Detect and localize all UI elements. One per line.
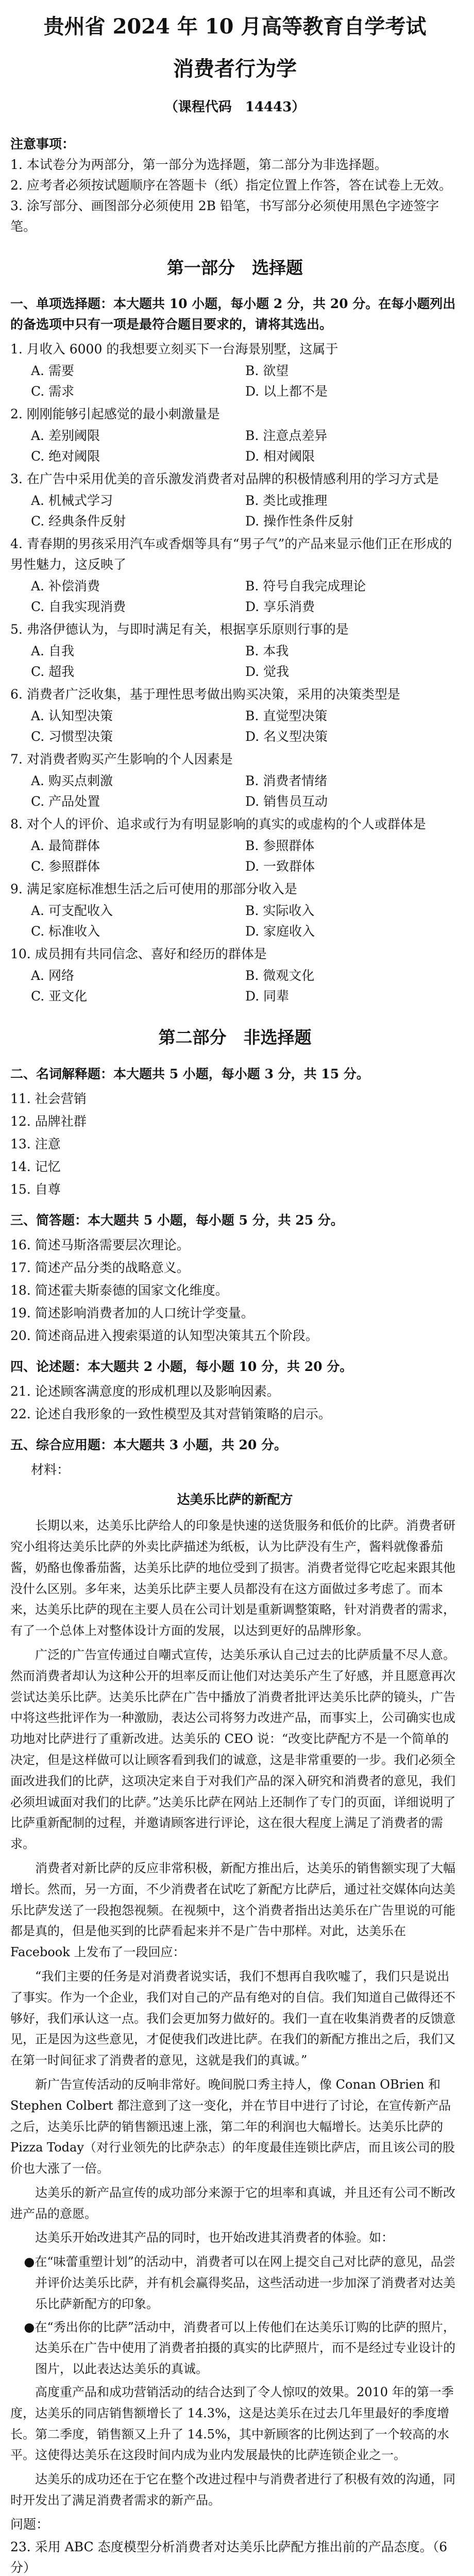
- article-title: 达美乐比萨的新配方: [177, 1492, 293, 1507]
- answer-option: C. 参照群体: [31, 859, 100, 874]
- answer-option: B. 实际收入: [245, 903, 315, 919]
- essay-item: 21. 论述顾客满意度的形成机理以及影响因素。: [10, 1384, 280, 1399]
- short-answer-item: 20. 简述商品进入搜索渠道的认知型决策其五个阶段。: [10, 1328, 318, 1344]
- answer-option: D. 觉我: [245, 664, 290, 680]
- question-stem: 5. 弗洛伊德认为，与即时满足有关，根据享乐原则行事的是: [10, 622, 349, 637]
- notes-list: [10, 155, 460, 237]
- article-paragraph: 新广告宣传活动的反响非常好。晚间脱口秀主持人，像 Conan OBrien 和 Stephen Colbert 都注意到了这一变化，并在节目中进行了讨论，在宣传新产品之后，达美乐比萨的销售额迅速上涨，第二年的利润也大幅增长。达美乐比萨的 Pizza Today（对行业领先的比萨杂志）的年度最佳连锁比萨店，而且该公司的股价也大涨了一倍。: [10, 2077, 455, 2176]
- multiple-choice-questions: [10, 339, 460, 1007]
- question-block: [10, 944, 460, 1007]
- term-definition-list: [10, 1089, 460, 1200]
- notes-title: 注意事项：: [10, 136, 75, 151]
- answer-option: B. 注意点差异: [245, 428, 328, 444]
- option-grid: [10, 771, 460, 812]
- article-bullet: ●在“味蕾重塑计划”的活动中，消费者可以在网上提交自己对比萨的意见，品尝并评价达美乐比萨，并有机会赢得奖品，这些活动进一步加深了消费者对达美乐比萨新配方的印象。: [24, 2255, 455, 2311]
- answer-option: A. 需要: [31, 363, 74, 379]
- answer-option: C. 习惯型决策: [31, 729, 113, 744]
- answer-option: C. 经典条件反射: [31, 514, 126, 529]
- option-grid: [10, 426, 460, 467]
- answer-option: C. 需求: [31, 384, 75, 399]
- option-grid: [10, 965, 460, 1007]
- answer-option: A. 购买点刺激: [31, 773, 113, 789]
- article-paragraph: 长期以来，达美乐比萨给人的印象是快速的送货服务和低价的比萨。消费者研究小组将达美乐比萨的外卖比萨描述为纸板，认为比萨没有生产，酱料就像番茄酱，奶酪也像番茄酱，达美乐比萨的地位受到了损害。消费者觉得它吃起来跟其他没什么区别。多年来，达美乐比萨主要人员都没有在这方面做过多考虑了。而本来，达美乐比萨的现在主要人员在公司计划是重新调整策略，针对消费者的需求，有了一个总体上对整体设计方面的发展，以达到更好的品牌形象。: [10, 1518, 455, 1638]
- exam-subtitle: 消费者行为学: [173, 57, 297, 81]
- essay-question-list: [10, 1381, 460, 1425]
- answer-option: C. 超我: [31, 664, 75, 680]
- course-code: （课程代码 14443）: [164, 99, 306, 115]
- term-item: 12. 品牌社群: [10, 1114, 87, 1129]
- article-body-3: [10, 2382, 460, 2511]
- answer-option: A. 可支配收入: [31, 903, 113, 919]
- section5-title: 五、综合应用题：本大题共 3 小题，共 20 分。: [10, 1437, 287, 1453]
- final-question: 23. 采用 ABC 态度模型分析消费者对达美乐比萨配方推出前的产品态度。（6 分）: [10, 2539, 448, 2575]
- short-answer-item: 19. 简述影响消费者加的人口统计学变量。: [10, 1306, 254, 1321]
- answer-option: B. 直觉型决策: [245, 708, 328, 724]
- note-item: 3. 涂写部分、画图部分必须使用 2B 铅笔，书写部分必须使用黑色字迹签字笔。: [10, 198, 439, 234]
- answer-option: D. 名义型决策: [245, 729, 328, 744]
- answer-option: D. 操作性条件反射: [245, 514, 354, 529]
- question-stem: 4. 青春期的男孩采用汽车或香烟等具有“男子气”的产品来显示他们正在形成的男性魅力，这反映了: [10, 536, 452, 572]
- answer-option: B. 类比或推理: [245, 493, 328, 509]
- answer-option: D. 家庭收入: [245, 924, 315, 939]
- question-stem: 10. 成员拥有共同信念、喜好和经历的群体是: [10, 946, 267, 962]
- question-block: [10, 404, 460, 467]
- answer-option: A. 自我: [31, 643, 74, 659]
- answer-option: B. 参照群体: [245, 838, 315, 854]
- short-answer-list: [10, 1235, 460, 1346]
- answer-option: B. 符号自我完成理论: [245, 579, 366, 594]
- term-item: 14. 记忆: [10, 1159, 61, 1175]
- option-grid: [10, 641, 460, 682]
- questions-label: 问题：: [10, 2516, 49, 2532]
- exam-title: 贵州省 2024 年 10 月高等教育自学考试: [43, 14, 427, 39]
- answer-option: C. 产品处置: [31, 794, 100, 809]
- option-grid: [10, 836, 460, 877]
- article-paragraph: 广泛的广告宣传通过自嘲式宣传，达美乐承认自己过去的比萨质量不尽人意。然而消费者却认为这种公开的坦率反而让他们对达美乐产生了好感，并且愿意再次尝试达美乐比萨。达美乐比萨在广告中播放了消费者批评达美乐比萨的镜头，广告中将这些批评作为一种激励，表达公司将努力改进产品，而事实上，公司确实也成功地对比萨进行了重新改进。达美乐的 CEO 说：“改变比萨配方不是一个简单的决定，但是这样做可以让顾客看到我们的诚意，这是非常重要的一步。我们必须全面改进我们的比萨，这项决定来自于对我们产品的深入研究和消费者的意见，我们必须坦诚面对我们的比萨。”达美乐比萨在网站上还制作了专门的页面，详细说明了比萨重新配制的过程，并邀请顾客进行评论，这在很大程度上满足了消费者的需求。: [10, 1647, 456, 1852]
- answer-option: D. 相对阈限: [245, 449, 315, 464]
- section2-title: 二、名词解释题：本大题共 5 小题，每小题 3 分，共 15 分。: [10, 1066, 369, 1082]
- short-answer-item: 17. 简述产品分类的战略意义。: [10, 1260, 190, 1276]
- answer-option: A. 最简群体: [31, 838, 100, 854]
- article-body: [10, 1515, 460, 1963]
- answer-option: B. 本我: [245, 643, 289, 659]
- final-question-list: [10, 2537, 460, 2576]
- answer-option: C. 绝对阈限: [31, 449, 100, 464]
- article-paragraph: 达美乐的新产品宣传的成功部分来源于它的坦率和真诚，并且还有公司不断改进产品的意愿。: [10, 2185, 455, 2221]
- question-block: [10, 619, 460, 682]
- option-grid: [10, 490, 460, 532]
- article-bullet: ●在“秀出你的比萨”活动中，消费者可以上传他们在达美乐订购的比萨的照片，达美乐在广告中使用了消费者拍摄的真实的比萨照片，而不是经过专业设计的图片，以此表达达美乐的真诚。: [24, 2319, 455, 2377]
- essay-item: 22. 论述自我形象的一致性模型及其对营销策略的启示。: [10, 1406, 331, 1422]
- article-body-2: [10, 2074, 460, 2248]
- question-block: [10, 814, 460, 877]
- answer-option: D. 享乐消费: [245, 599, 315, 615]
- article-paragraph: 消费者对新比萨的反应非常积极，新配方推出后，达美乐的销售额实现了大幅增长。然而，另一方面，不少消费者在试吃了新配方比萨后，通过社交媒体向达美乐比萨发送了一段抱怨视频。在视频中，这个消费者指出达美乐在广告里说的可能都是真的，但是他买到的比萨看起来并不是广告中那样。对此，达美乐在 Facebook 上发布了一段回应：: [10, 1860, 455, 1960]
- article-quote: “我们主要的任务是对消费者说实话，我们不想再自我吹嘘了，我们只是说出了事实。作为一个企业，我们对自己的产品有绝对的自信。我们知道自己做得还不够好，我们承认这一点。我们会更加努力做好的。我们一直在收集消费者的反馈意见，正是因为这些意见，才促使我们改进比萨。在我们的新配方推出之后，我们又在第一时间征求了消费者的意见，这就是我们的真诚。”: [10, 1969, 455, 2068]
- question-block: [10, 534, 460, 617]
- answer-option: C. 自我实现消费: [31, 599, 126, 615]
- term-item: 11. 社会营销: [10, 1091, 87, 1107]
- option-grid: [10, 706, 460, 747]
- answer-option: B. 欲望: [245, 363, 289, 379]
- question-stem: 1. 月收入 6000 的我想要立刻买下一台海景别墅，这属于: [10, 342, 338, 357]
- option-grid: [10, 361, 460, 402]
- answer-option: D. 销售员互动: [245, 794, 328, 809]
- article-bullets: [10, 2251, 460, 2380]
- material-label: 材料：: [31, 1462, 70, 1478]
- article-paragraph: 达美乐开始改进其产品的同时，也开始改进其消费者的体验。如：: [35, 2230, 394, 2245]
- answer-option: A. 认知型决策: [31, 708, 113, 724]
- short-answer-item: 16. 简述马斯洛需要层次理论。: [10, 1238, 190, 1253]
- answer-option: C. 标准收入: [31, 924, 100, 939]
- article-paragraph: 达美乐的成功还在于它在整个改进过程中与消费者进行了积极有效的沟通，同时开发出了满足消费者需求的新产品。: [10, 2472, 455, 2508]
- answer-option: D. 一致群体: [245, 859, 315, 874]
- answer-option: B. 消费者情绪: [245, 773, 328, 789]
- note-item: 2. 应考者必须按试题顺序在答题卡（纸）指定位置上作答，答在试卷上无效。: [10, 177, 452, 193]
- part2-title: 第二部分 非选择题: [158, 1027, 312, 1048]
- short-answer-item: 18. 简述霍夫斯泰德的国家文化维度。: [10, 1283, 228, 1298]
- answer-option: B. 微观文化: [245, 968, 315, 984]
- answer-option: A. 网络: [31, 968, 74, 984]
- question-block: [10, 749, 460, 812]
- answer-option: D. 同辈: [245, 989, 290, 1004]
- answer-option: C. 亚文化: [31, 989, 88, 1004]
- answer-option: A. 差别阈限: [31, 428, 100, 444]
- answer-option: A. 补偿消费: [31, 579, 100, 594]
- section1-title: 一、单项选择题：本大题共 10 小题，每小题 2 分，共 20 分。在每小题列出的备选项中只有一项是最符合题目要求的，请将其选出。: [10, 296, 456, 332]
- question-block: [10, 879, 460, 942]
- option-grid: [10, 576, 460, 617]
- answer-option: A. 机械式学习: [31, 493, 113, 509]
- question-stem: 9. 满足家庭标准想生活之后可使用的那部分收入是: [10, 882, 297, 897]
- note-item: 1. 本试卷分为两部分，第一部分为选择题，第二部分为非选择题。: [10, 157, 387, 172]
- question-stem: 8. 对个人的评价、追求或行为有明显影响的真实的或虚构的个人或群体是: [10, 817, 426, 832]
- term-item: 13. 注意: [10, 1137, 61, 1152]
- answer-option: D. 以上都不是: [245, 384, 328, 399]
- term-item: 15. 自尊: [10, 1182, 61, 1197]
- option-grid: [10, 901, 460, 942]
- section4-title: 四、论述题：本大题共 2 小题，每小题 10 分，共 20 分。: [10, 1359, 353, 1375]
- question-block: [10, 684, 460, 747]
- question-block: [10, 469, 460, 532]
- question-stem: 6. 消费者广泛收集，基于理性思考做出购买决策，采用的决策类型是: [10, 687, 400, 702]
- question-stem: 2. 刚刚能够引起感觉的最小刺激量是: [10, 406, 220, 422]
- question-block: [10, 339, 460, 402]
- section3-title: 三、简答题：本大题共 5 小题，每小题 5 分，共 25 分。: [10, 1213, 344, 1228]
- part1-title: 第一部分 选择题: [167, 257, 303, 278]
- article-paragraph: 高度重产品和成功营销活动的结合达到了令人惊叹的效果。2010 年的第一季度，达美乐的同店销售额增长了 14.3%，这是达美乐在过去几年里最好的季度增长。第二季度，销售额又上升了 14.5%，其中新顾客的比例达到了一个较高的水平。这使得达美乐在这段时间内成为业内发展最快的比萨连锁企业之一。: [10, 2385, 454, 2463]
- question-stem: 3. 在广告中采用优美的音乐激发消费者对品牌的积极情感利用的学习方式是: [10, 471, 439, 487]
- question-stem: 7. 对消费者购买产生影响的个人因素是: [10, 752, 233, 767]
